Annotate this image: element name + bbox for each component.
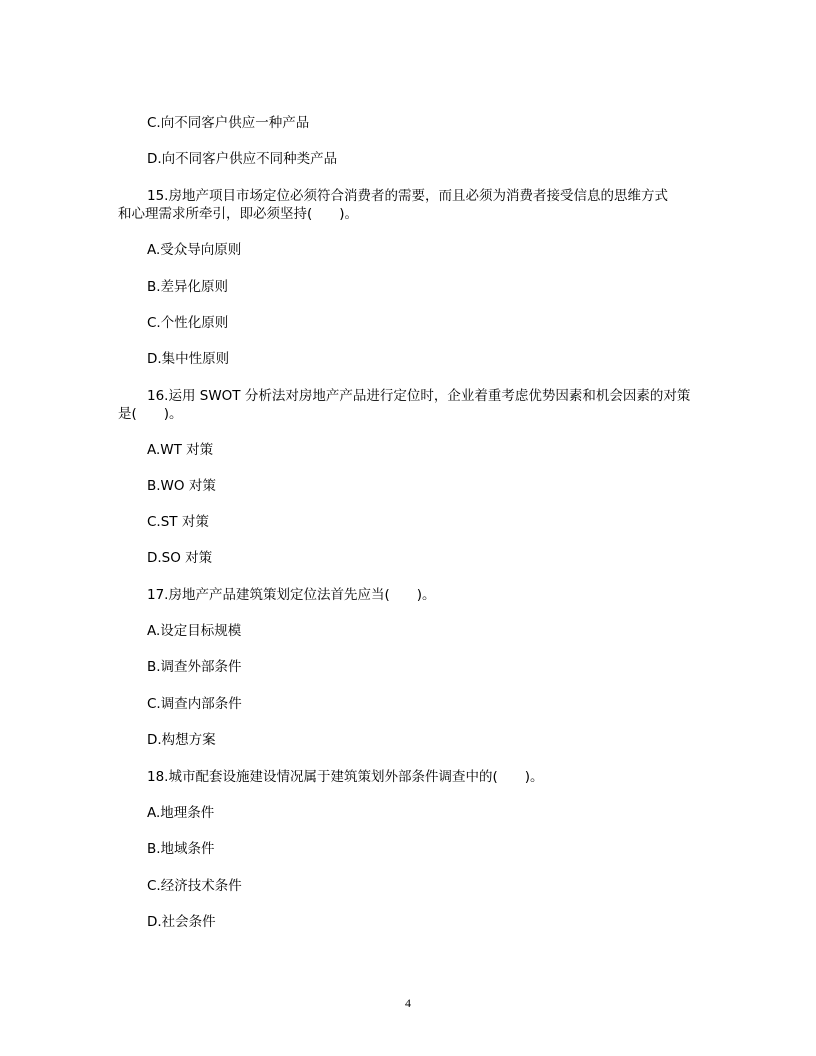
q16-option-a: A.WT 对策	[147, 442, 214, 458]
page-number: 4	[405, 996, 411, 1010]
q15-stem-line1: 15.房地产项目市场定位必须符合消费者的需要，而且必须为消费者接受信息的思维方式	[147, 188, 668, 204]
q18-option-c: C.经济技术条件	[147, 878, 242, 894]
q16-option-d: D.SO 对策	[147, 550, 213, 566]
q16-stem-line2: 是( )。	[118, 406, 183, 422]
q17-option-d: D.构想方案	[147, 732, 216, 748]
q15-option-c: C.个性化原则	[147, 315, 229, 331]
q15-option-d: D.集中性原则	[147, 351, 230, 367]
q17-option-c: C.调查内部条件	[147, 696, 242, 712]
q15-option-a: A.受众导向原则	[147, 242, 242, 258]
q18-stem: 18.城市配套设施建设情况属于建筑策划外部条件调查中的( )。	[147, 769, 544, 785]
q16-option-c: C.ST 对策	[147, 514, 209, 530]
q17-option-a: A.设定目标规模	[147, 623, 242, 639]
q17-option-b: B.调查外部条件	[147, 659, 242, 675]
q18-option-a: A.地理条件	[147, 805, 215, 821]
q14-option-c: C.向不同客户供应一种产品	[147, 115, 310, 131]
q17-stem: 17.房地产产品建筑策划定位法首先应当( )。	[147, 587, 436, 603]
q15-option-b: B.差异化原则	[147, 279, 229, 295]
q14-option-d: D.向不同客户供应不同种类产品	[147, 151, 338, 167]
q15-stem-line2: 和心理需求所牵引，即必须坚持( )。	[118, 206, 359, 222]
q16-stem-line1: 16.运用 SWOT 分析法对房地产产品进行定位时，企业着重考虑优势因素和机会因素的对策	[147, 388, 691, 404]
q18-option-b: B.地域条件	[147, 841, 215, 857]
q16-option-b: B.WO 对策	[147, 478, 216, 494]
q18-option-d: D.社会条件	[147, 914, 216, 930]
